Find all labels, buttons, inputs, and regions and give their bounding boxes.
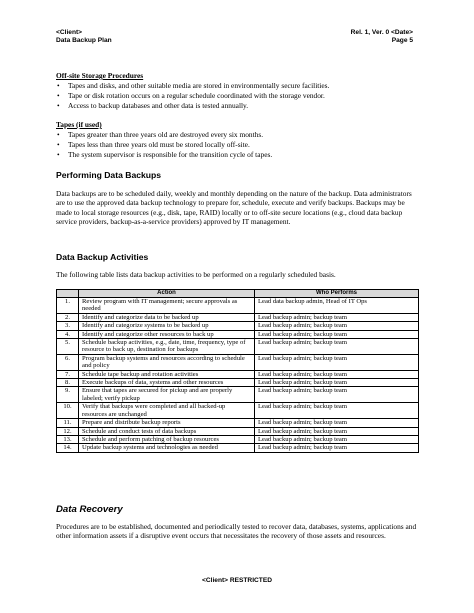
table-row	[57, 403, 419, 419]
row-who-performs: Lead backup admin; backup team	[255, 444, 419, 452]
row-action: Schedule and perform patching of backup resources	[79, 435, 255, 443]
row-who-performs: Lead backup admin; backup team	[255, 419, 419, 427]
row-action: Execute backups of data, systems and other resources	[79, 379, 255, 387]
table-row	[57, 313, 419, 321]
column-header-who: Who Performs	[255, 290, 419, 298]
row-who-performs: Lead backup admin; backup team	[255, 354, 419, 370]
row-number: 13.	[57, 435, 79, 443]
page-header-left	[56, 29, 112, 45]
performing-heading: Performing Data Backups	[56, 170, 162, 180]
header-page-number: Page 5	[391, 37, 413, 44]
row-action: Schedule tape backup and rotation activities	[79, 370, 255, 378]
row-number: 8.	[57, 379, 79, 387]
row-number: 3.	[57, 322, 79, 330]
row-number: 6.	[57, 354, 79, 370]
activities-heading: Data Backup Activities	[56, 252, 149, 262]
row-number: 9.	[57, 387, 79, 403]
activities-intro: The following table lists data backup activities to be performed on a regularly scheduled basis.	[56, 270, 336, 279]
row-action: Schedule backup activities, e.g., date, time, frequency, type of resource to back up, destination for backups	[79, 339, 255, 355]
tapes-list	[56, 130, 416, 160]
column-header-action: Action	[79, 290, 255, 298]
offsite-item: • Access to backup databases and other data is tested annually.	[56, 101, 416, 111]
tapes-item: • Tapes greater than three years old are destroyed every six months.	[56, 130, 416, 140]
row-number: 4.	[57, 330, 79, 338]
row-who-performs: Lead backup admin; backup team	[255, 403, 419, 419]
row-action: Schedule and conduct tests of data backups	[79, 427, 255, 435]
row-who-performs: Lead backup admin; backup team	[255, 379, 419, 387]
column-header-number	[57, 290, 79, 298]
row-action: Program backup systems and resources according to schedule and policy	[79, 354, 255, 370]
row-action: Identify and categorize data to be backed up	[79, 313, 255, 321]
row-number: 2.	[57, 313, 79, 321]
row-number: 12.	[57, 427, 79, 435]
row-action: Update backup systems and technologies as needed	[79, 444, 255, 452]
recovery-heading: Data Recovery	[56, 504, 123, 515]
header-client: <Client>	[56, 29, 83, 36]
performing-body: Data backups are to be scheduled daily, weekly and monthly depending on the nature of the backup. Data administrators are to use the approved data backup technology to prepare for, schedule, execute and verify backups. Backups may be made to local storage resources (e.g., disk, tape, RAID) locally or to off-site secure locations (e.g., cloud data backup service providers, backup-as-a-service providers) approved by IT management.	[56, 189, 412, 227]
backup-activities-table	[56, 289, 419, 453]
page-footer: <Client> RESTRICTED	[202, 577, 272, 584]
table-row	[57, 322, 419, 330]
offsite-item: • Tape or disk rotation occurs on a regular schedule coordinated with the storage vendor.	[56, 91, 416, 101]
table-row	[57, 427, 419, 435]
table-body	[57, 298, 419, 453]
row-number: 1.	[57, 298, 79, 314]
recovery-body: Procedures are to be established, documented and periodically tested to recover data, databases, systems, applications and other information assets if a disruptive event occurs that necessitates the recovery of those assets and resources.	[56, 522, 417, 541]
row-number: 11.	[57, 419, 79, 427]
tapes-item: • Tapes less than three years old must be stored locally off-site.	[56, 140, 416, 150]
row-who-performs: Lead backup admin; backup team	[255, 427, 419, 435]
row-number: 7.	[57, 370, 79, 378]
table-row	[57, 419, 419, 427]
row-number: 5.	[57, 339, 79, 355]
tapes-item: • The system supervisor is responsible for the transition cycle of tapes.	[56, 150, 416, 160]
table-row	[57, 354, 419, 370]
row-who-performs: Lead backup admin; backup team	[255, 322, 419, 330]
row-who-performs: Lead backup admin; backup team	[255, 330, 419, 338]
row-who-performs: Lead backup admin; backup team	[255, 339, 419, 355]
tapes-heading: Tapes (if used)	[56, 120, 102, 129]
header-revision: Rel. 1, Ver. 0 <Date>	[350, 29, 413, 36]
table-header-row	[57, 290, 419, 298]
row-who-performs: Lead backup admin; backup team	[255, 313, 419, 321]
table-row	[57, 339, 419, 355]
table-row	[57, 379, 419, 387]
row-who-performs: Lead backup admin; backup team	[255, 387, 419, 403]
row-action: Ensure that tapes are secured for pickup and are properly labeled; verify pickup	[79, 387, 255, 403]
table-row	[57, 387, 419, 403]
row-number: 10.	[57, 403, 79, 419]
table-row	[57, 298, 419, 314]
offsite-item: • Tapes and disks, and other suitable media are stored in environmentally secure facilities.	[56, 81, 416, 91]
row-action: Identify and categorize systems to be backed up	[79, 322, 255, 330]
row-action: Identify and categorize other resources to back up	[79, 330, 255, 338]
table-row	[57, 444, 419, 452]
row-who-performs: Lead data backup admin, Head of IT Ops	[255, 298, 419, 314]
table-row	[57, 330, 419, 338]
offsite-list	[56, 81, 416, 111]
offsite-heading: Off-site Storage Procedures	[56, 71, 144, 80]
table-row	[57, 370, 419, 378]
row-who-performs: Lead backup admin; backup team	[255, 435, 419, 443]
header-doc-title: Data Backup Plan	[56, 37, 112, 44]
row-action: Prepare and distribute backup reports	[79, 419, 255, 427]
row-action: Verify that backups were completed and all backed-up resources are unchanged	[79, 403, 255, 419]
row-action: Review program with IT management; secure approvals as needed	[79, 298, 255, 314]
row-number: 14.	[57, 444, 79, 452]
page-header-right	[351, 29, 413, 45]
row-who-performs: Lead backup admin; backup team	[255, 370, 419, 378]
table-row	[57, 435, 419, 443]
